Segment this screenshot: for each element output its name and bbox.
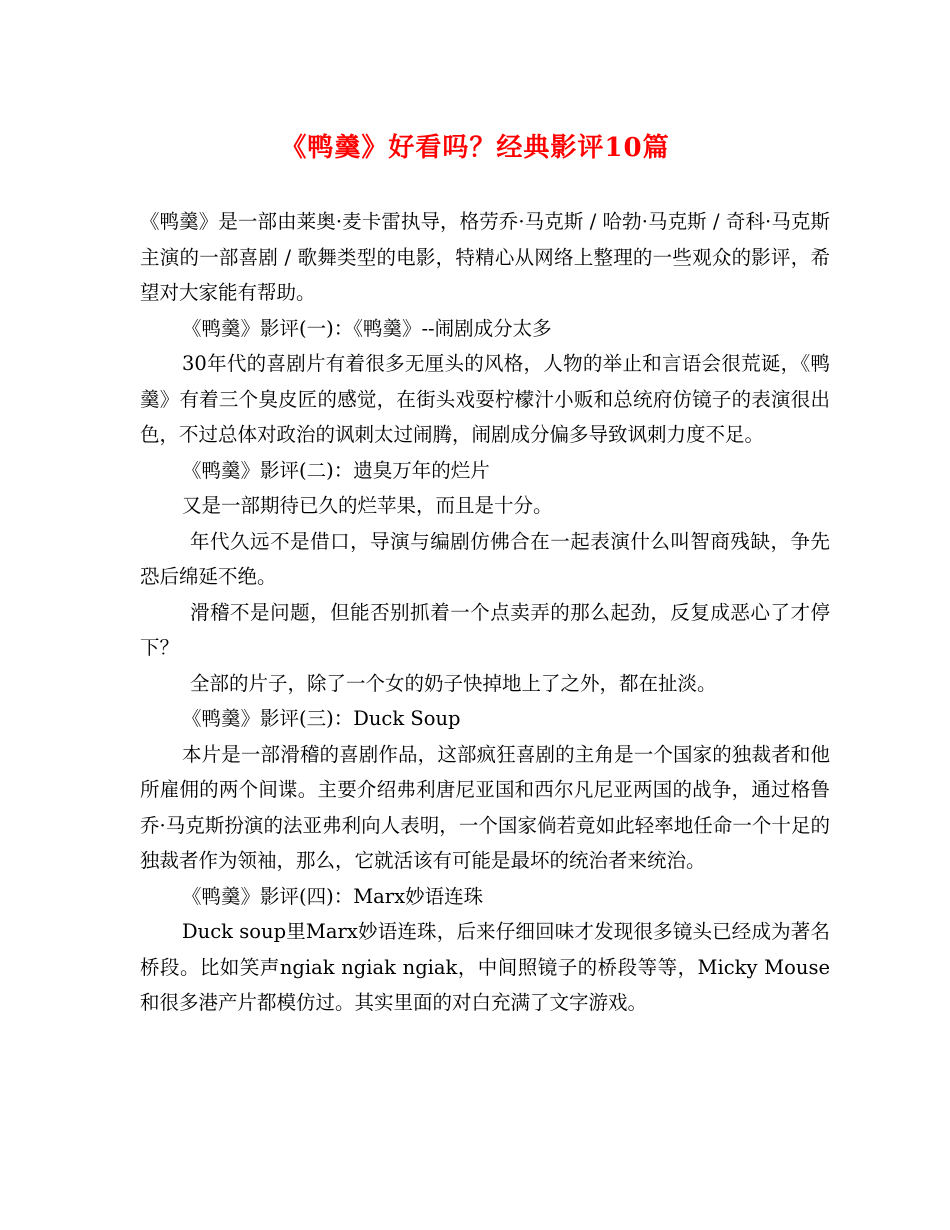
review-2-heading: 《鸭羹》影评(二)：遗臭万年的烂片	[182, 458, 490, 482]
review-1-heading: 《鸭羹》影评(一)：《鸭羹》--闹剧成分太多	[182, 316, 552, 340]
review-2-paragraph-3: 滑稽不是问题，但能否别抓着一个点卖弄的那么起劲，反复成恶心了才停下？	[140, 600, 830, 659]
document-body	[140, 204, 830, 1021]
review-2-paragraph-2: 年代久远不是借口，导演与编剧仿佛合在一起表演什么叫智商残缺，争先恐后绵延不绝。	[140, 529, 830, 588]
review-4-body: Duck soup里Marx妙语连珠，后来仔细回味才发现很多镜头已经成为著名桥段。比如笑声ngiak ngiak ngiak，中间照镜子的桥段等等，Micky Mouse和很多港产片都模仿过。其实里面的对白充满了文字游戏。	[140, 920, 830, 1014]
review-2-paragraph-4: 全部的片子，除了一个女的奶子快掉地上了之外，都在扯淡。	[190, 671, 717, 695]
review-3-body: 本片是一部滑稽的喜剧作品，这部疯狂喜剧的主角是一个国家的独裁者和他所雇佣的两个间谍。主要介绍弗利唐尼亚国和西尔凡尼亚两国的战争，通过格鲁乔·马克斯扮演的法亚弗利向人表明，一个国家倘若竟如此轻率地任命一个十足的独裁者作为领袖，那么，它就活该有可能是最坏的统治者来统治。	[140, 742, 830, 872]
document-title: 《鸭羹》好看吗？经典影评10篇	[280, 133, 670, 163]
review-1-body: 30年代的喜剧片有着很多无厘头的风格，人物的举止和言语会很荒诞，《鸭羹》有着三个臭皮匠的感觉，在街头戏耍柠檬汁小贩和总统府仿镜子的表演很出色，不过总体对政治的讽刺太过闹腾，闹剧成分偏多导致讽刺力度不足。	[140, 352, 830, 446]
review-4-heading: 《鸭羹》影评(四)：Marx妙语连珠	[182, 884, 484, 908]
intro-paragraph: 《鸭羹》是一部由莱奥·麦卡雷执导，格劳乔·马克斯 / 哈勃·马克斯 / 奇科·马克斯主演的一部喜剧 / 歌舞类型的电影，特精心从网络上整理的一些观众的影评，希望对大家能有帮助。	[140, 210, 830, 304]
review-3-heading: 《鸭羹》影评(三)：Duck Soup	[182, 707, 461, 730]
review-2-paragraph-1: 又是一部期待已久的烂苹果，而且是十分。	[182, 494, 553, 517]
